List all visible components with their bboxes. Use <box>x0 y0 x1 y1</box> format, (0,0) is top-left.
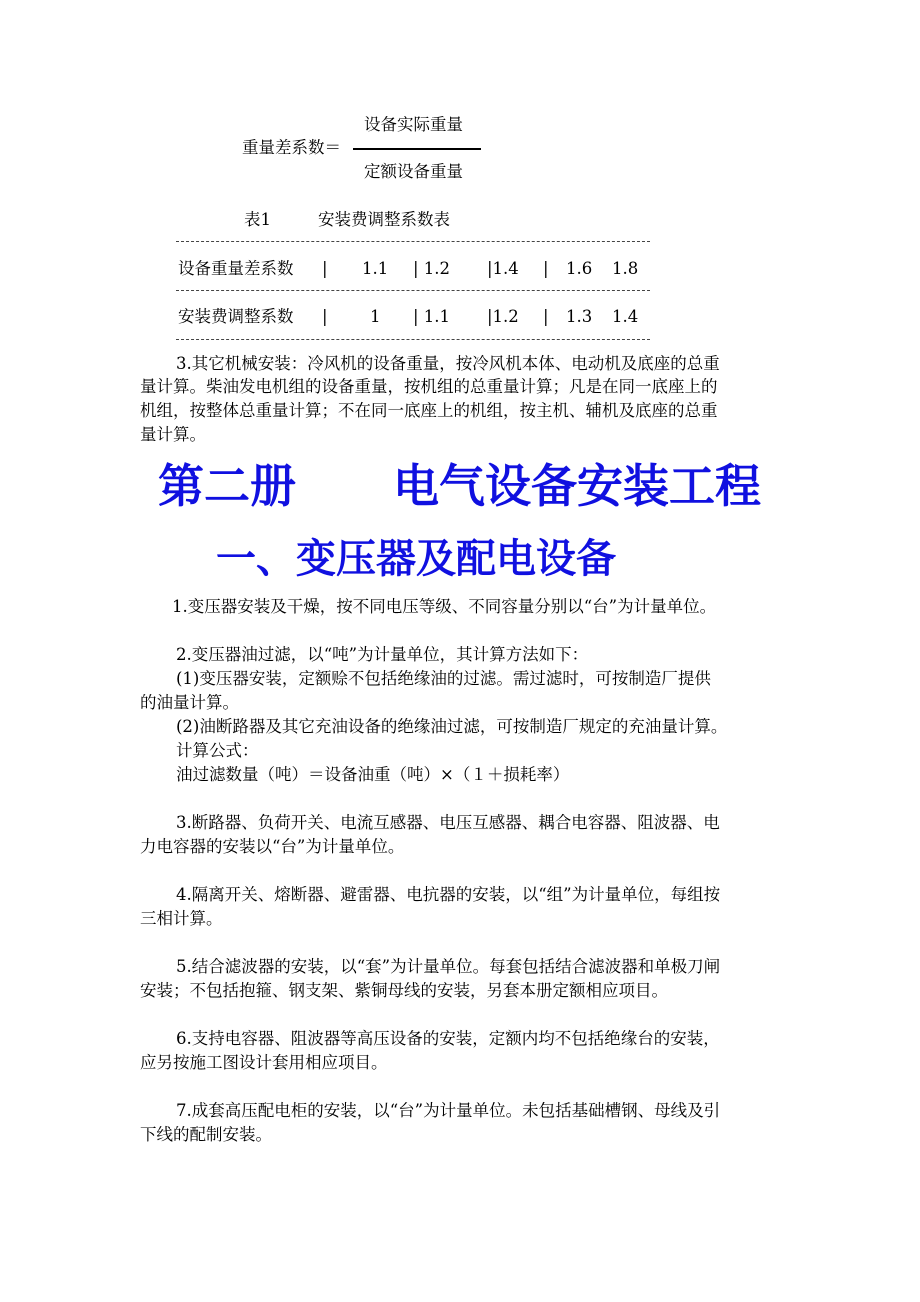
table-cell: | 1.2 <box>413 259 451 278</box>
paragraph-line: 3.断路器、负荷开关、电流互感器、电压互感器、耦合电容器、阻波器、电 <box>176 813 720 832</box>
table-separator: | <box>322 307 328 326</box>
table-cell: 1.1 <box>362 259 389 278</box>
table-row-label: 安装费调整系数 <box>178 307 294 326</box>
fraction-bar <box>353 148 481 150</box>
paragraph-line: 量计算。 <box>140 425 206 444</box>
paragraph-line: 计算公式： <box>176 741 259 760</box>
paragraph-line: 6.支持电容器、阻波器等高压设备的安装，定额内均不包括绝缘台的安装， <box>176 1029 720 1048</box>
paragraph-line: (2)油断路器及其它充油设备的绝缘油过滤，可按制造厂规定的充油量计算。 <box>176 717 728 736</box>
section-title: 一、变压器及配电设备 <box>216 536 616 582</box>
table-row-label: 设备重量差系数 <box>178 259 294 278</box>
paragraph-line: 的油量计算。 <box>140 693 239 712</box>
table-caption-label: 表1 <box>244 210 271 229</box>
paragraph-line: 1.变压器安装及干燥，按不同电压等级、不同容量分别以“台”为计量单位。 <box>172 597 717 616</box>
paragraph-line: 三相计算。 <box>140 909 223 928</box>
paragraph-line: 量计算。柴油发电机组的设备重量，按机组的总重量计算；凡是在同一底座上的 <box>140 377 718 396</box>
table-caption-title: 安装费调整系数表 <box>318 210 450 229</box>
paragraph-line: 3.其它机械安装：冷风机的设备重量，按冷风机本体、电动机及底座的总重 <box>176 354 720 373</box>
volume-title: 电气设备安装工程 <box>393 459 761 513</box>
table-cell: |1.2 <box>487 307 519 326</box>
paragraph-line: 下线的配制安装。 <box>140 1125 272 1144</box>
table-separator: | <box>322 259 328 278</box>
table-cell: 1.3 <box>566 307 593 326</box>
formula-denominator: 定额设备重量 <box>364 162 463 181</box>
paragraph-line: 7.成套高压配电柜的安装，以“台”为计量单位。未包括基础槽钢、母线及引 <box>176 1101 721 1120</box>
paragraph-line: 力电容器的安装以“台”为计量单位。 <box>140 837 405 856</box>
volume-label: 第二册 <box>158 459 296 513</box>
paragraph-line: (1)变压器安装，定额赊不包括绝缘油的过滤。需过滤时，可按制造厂提供 <box>176 669 711 688</box>
formula-lhs: 重量差系数＝ <box>242 138 341 157</box>
paragraph-line: 应另按施工图设计套用相应项目。 <box>140 1053 388 1072</box>
table-cell: 1.6 <box>566 259 593 278</box>
table-separator: | <box>543 259 549 278</box>
paragraph-line: 油过滤数量（吨）＝设备油重（吨）×（１＋损耗率） <box>176 765 570 784</box>
table-cell: | 1.1 <box>413 307 451 326</box>
table-cell: |1.4 <box>487 259 519 278</box>
table-rule-top <box>176 241 650 242</box>
formula-numerator: 设备实际重量 <box>364 115 463 134</box>
paragraph-line: 4.隔离开关、熔断器、避雷器、电抗器的安装，以“组”为计量单位，每组按 <box>176 885 721 904</box>
paragraph-line: 安装；不包括抱箍、钢支架、紫铜母线的安装，另套本册定额相应项目。 <box>140 981 668 1000</box>
table-cell: 1.8 <box>612 259 639 278</box>
table-cell: 1 <box>370 307 381 326</box>
paragraph-line: 2.变压器油过滤，以“吨”为计量单位，其计算方法如下： <box>176 645 589 664</box>
paragraph-line: 5.结合滤波器的安装，以“套”为计量单位。每套包括结合滤波器和单极刀闸 <box>176 957 721 976</box>
table-rule-middle <box>176 290 650 291</box>
table-separator: | <box>543 307 549 326</box>
paragraph-line: 机组，按整体总重量计算；不在同一底座上的机组，按主机、辅机及底座的总重 <box>140 401 718 420</box>
table-cell: 1.4 <box>612 307 639 326</box>
table-rule-bottom <box>176 339 650 340</box>
